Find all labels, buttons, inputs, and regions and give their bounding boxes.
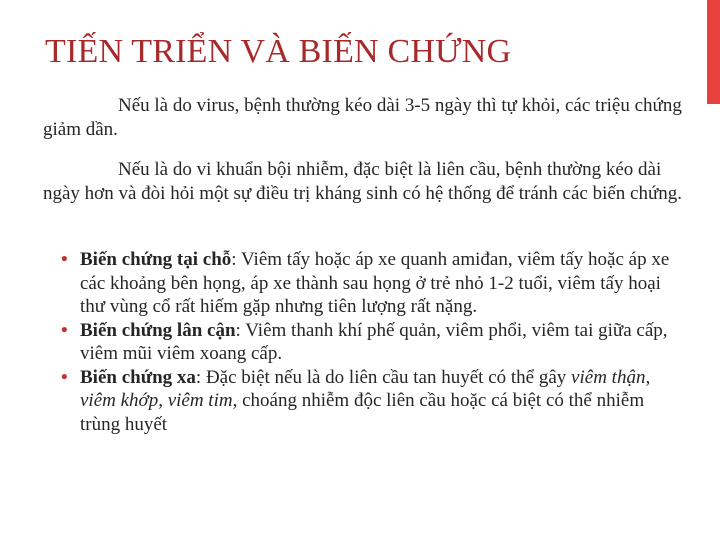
paragraph-text: Nếu là do vi khuẩn bội nhiễm, đặc biệt là liên cầu, bệnh thường kéo dài ngày hơn và đòi hỏi một sự điều trị kháng sinh có hệ thống để tránh các biến chứng. <box>43 159 683 204</box>
list-item-local <box>60 248 670 319</box>
paragraph-virus <box>43 94 683 141</box>
bullet-label: Biến chứng lân cận <box>80 319 236 341</box>
bullet-label: Biến chứng tại chỗ <box>80 249 232 270</box>
bullet-icon: • <box>61 366 68 388</box>
bullet-icon: • <box>61 319 68 341</box>
paragraph-text: Nếu là do virus, bệnh thường kéo dài 3-5 ngày thì tự khỏi, các triệu chứng giảm dần. <box>43 95 682 140</box>
accent-bar <box>707 0 720 104</box>
bullet-text: , choáng nhiễm độc liên cầu hoặc cá biệt có thể nhiễm trùng huyết <box>80 390 645 435</box>
bullet-label: Biến chứng xa <box>80 366 196 388</box>
bullet-text: : Viêm tấy hoặc áp xe quanh amiđan, viêm tấy hoặc áp xe các khoảng bên họng, áp xe thành sau họng ở trẻ nhỏ 1-2 tuổi, viêm tấy hoại thư vùng cổ rất hiếm gặp nhưng tiên lượng rất nặng. <box>80 249 670 317</box>
list-item-distant <box>60 366 670 437</box>
list-item-adjacent <box>60 319 670 366</box>
bullet-text: : Đặc biệt nếu là do liên cầu tan huyết có thể gây <box>195 366 572 388</box>
bullet-icon: • <box>61 249 68 270</box>
bullet-text: : Viêm thanh khí phế quản, viêm phổi, viêm tai giữa cấp, viêm mũi viêm xoang cấp. <box>80 319 668 364</box>
complications-list <box>60 248 670 436</box>
bullet-italic-text: viêm thận, viêm khớp, viêm tim <box>80 366 651 411</box>
slide-title: TIẾN TRIỂN VÀ BIẾN CHỨNG <box>45 33 512 70</box>
paragraph-bacteria <box>43 158 683 205</box>
